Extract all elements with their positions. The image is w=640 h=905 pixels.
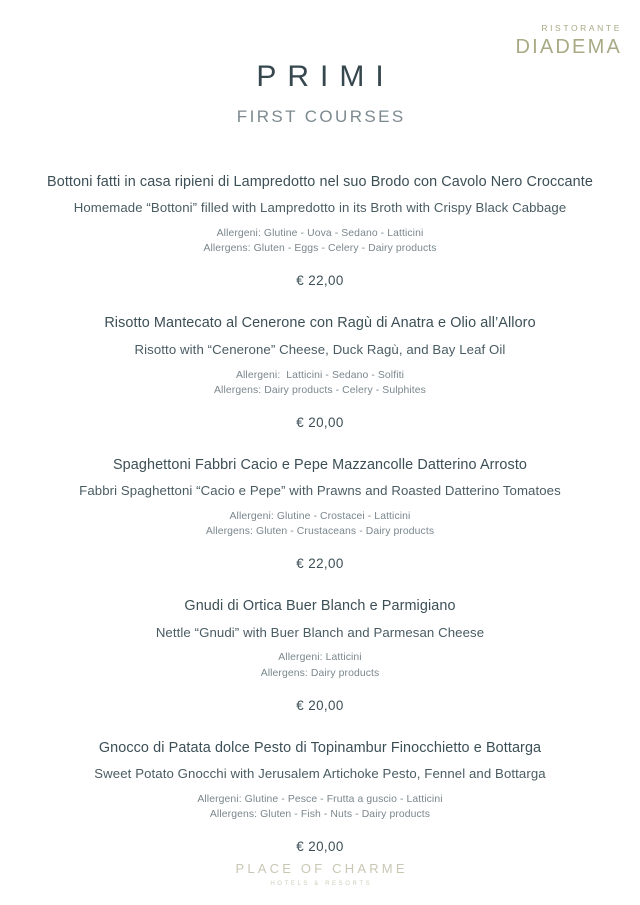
allergens-italian: Allergeni: Glutine - Pesce - Frutta a guscio - Latticini	[197, 793, 443, 805]
dish-name-english: Risotto with “Cenerone” Cheese, Duck Ragù, and Bay Leaf Oil	[134, 341, 506, 357]
dish-item	[18, 597, 622, 712]
page-title: PRIMI	[256, 60, 395, 93]
dish-price: € 20,00	[296, 414, 344, 430]
allergen-block	[18, 792, 622, 822]
dish-price: € 20,00	[296, 697, 344, 713]
dish-price: € 20,00	[296, 839, 344, 855]
footer-logo	[0, 861, 640, 887]
allergens-italian: Allergeni: Glutine - Crostacei - Latticini	[229, 511, 411, 523]
allergens-italian: Allergeni: Latticini	[278, 652, 362, 664]
allergens-english: Allergens: Gluten - Eggs - Celery - Dairy products	[203, 243, 437, 255]
dish-item	[18, 739, 622, 854]
dish-item	[18, 314, 622, 429]
allergen-block	[18, 368, 622, 398]
page-subtitle: FIRST COURSES	[236, 107, 406, 126]
dish-list	[0, 173, 640, 854]
dish-name-english: Homemade “Bottoni” filled with Lampredotto in its Broth with Crispy Black Cabbage	[73, 200, 567, 216]
allergens-english: Allergens: Gluten - Fish - Nuts - Dairy products	[209, 808, 431, 820]
dish-name-italian: Gnudi di Ortica Buer Blanch e Parmigiano	[184, 598, 456, 615]
allergens-english: Allergens: Gluten - Crustaceans - Dairy products	[205, 526, 435, 538]
footer-tagline: HOTELS & RESORTS	[270, 881, 373, 887]
footer-brand-name: PLACE OF CHARME	[235, 861, 408, 876]
allergens-english: Allergens: Dairy products - Celery - Sulphites	[214, 384, 426, 396]
menu-header	[0, 0, 640, 127]
dish-name-italian: Bottoni fatti in casa ripieni di Lampredotto nel suo Brodo con Cavolo Nero Croccante	[47, 174, 593, 190]
allergens-italian: Allergeni: Latticini - Sedano - Solfiti	[235, 369, 405, 381]
dish-item	[18, 173, 622, 288]
brand-name: DIADEMA	[515, 35, 622, 58]
dish-price: € 22,00	[296, 273, 344, 289]
allergen-block	[18, 226, 622, 256]
brand-kicker: RISTORANTE	[541, 23, 622, 33]
allergen-block	[18, 509, 622, 539]
restaurant-logo	[515, 24, 622, 57]
dish-name-english: Fabbri Spaghettoni “Cacio e Pepe” with Prawns and Roasted Datterino Tomatoes	[79, 483, 561, 499]
allergens-italian: Allergeni: Glutine - Uova - Sedano - Latticini	[216, 228, 424, 240]
allergens-english: Allergens: Dairy products	[260, 667, 380, 679]
dish-item	[18, 456, 622, 571]
dish-name-italian: Gnocco di Patata dolce Pesto di Topinambur Finocchietto e Bottarga	[98, 739, 542, 756]
dish-name-italian: Risotto Mantecato al Cenerone con Ragù di Anatra e Olio all’Alloro	[104, 315, 536, 332]
dish-name-italian: Spaghettoni Fabbri Cacio e Pepe Mazzancolle Datterino Arrosto	[112, 456, 528, 473]
allergen-block	[18, 650, 622, 680]
dish-name-english: Sweet Potato Gnocchi with Jerusalem Artichoke Pesto, Fennel and Bottarga	[94, 766, 546, 782]
dish-price: € 22,00	[296, 556, 344, 572]
dish-name-english: Nettle “Gnudi” with Buer Blanch and Parmesan Cheese	[155, 624, 485, 640]
